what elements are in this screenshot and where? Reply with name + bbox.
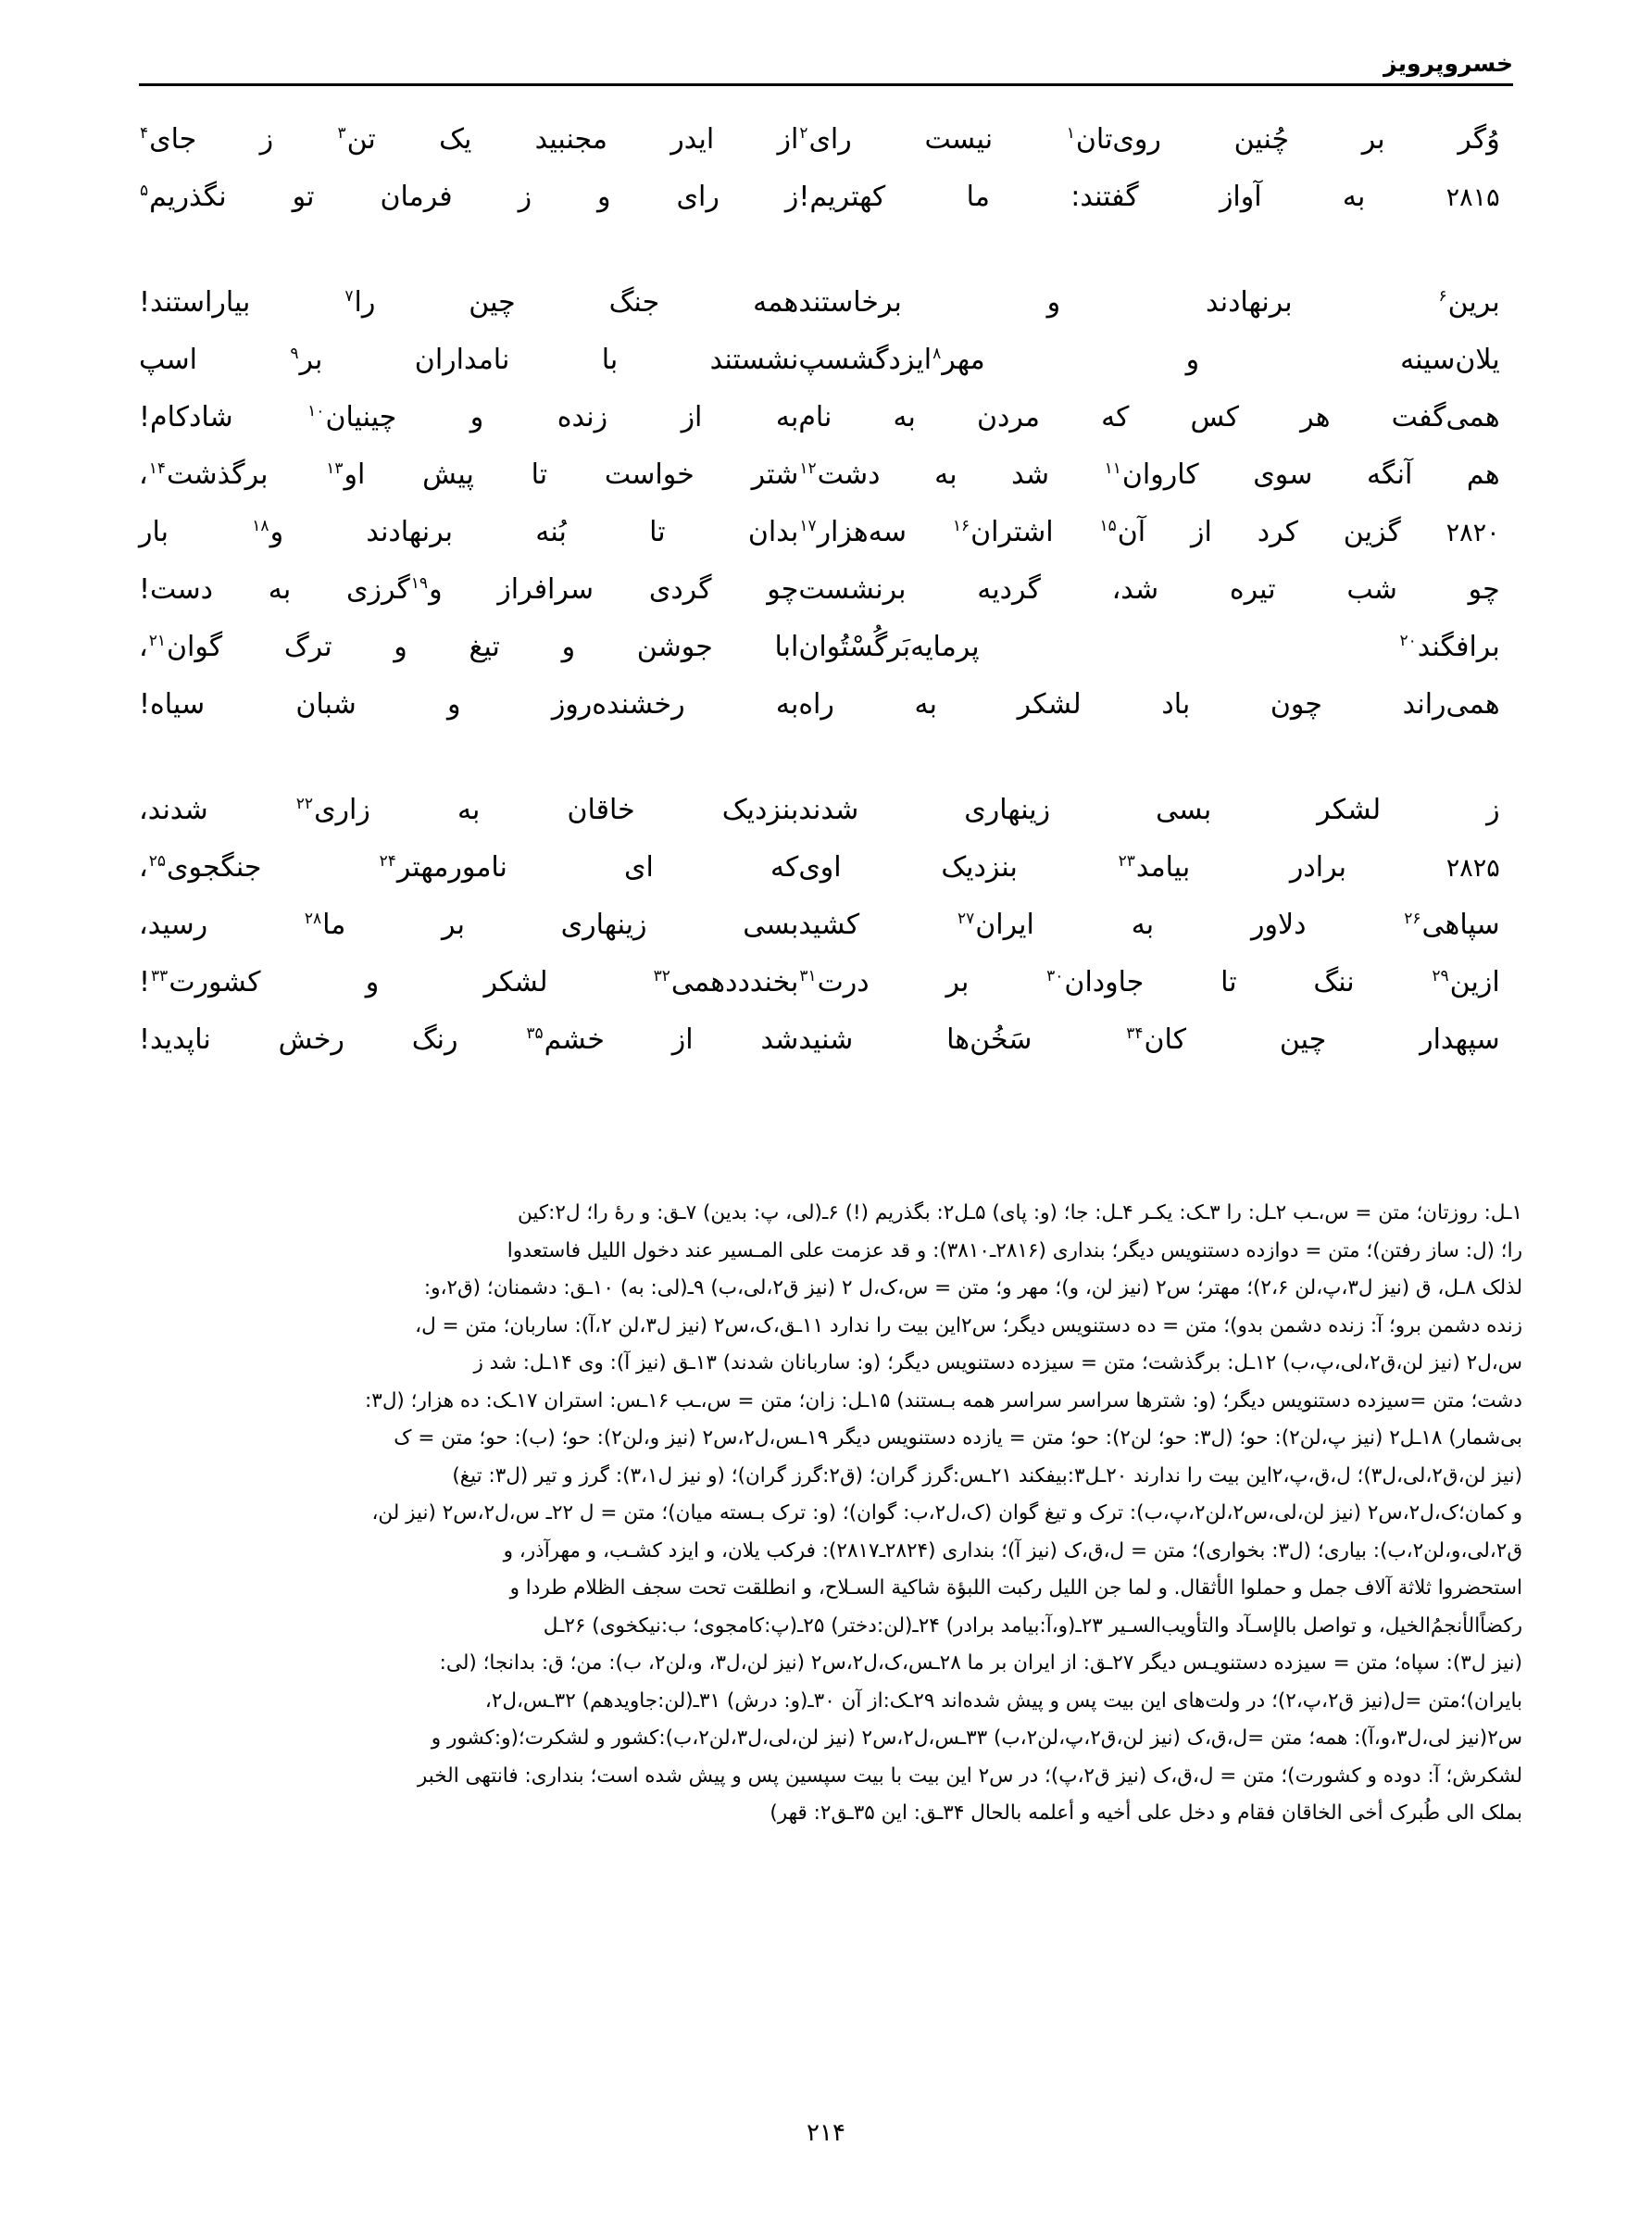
apparatus-line: لشکرش؛ آ: دوده و کشورت)؛ متن = ل،ق،ک (نیز ق۲،پ)؛ در س۲ این بیت با بیت سپسین پس و پیش شده است؛ بنداری: فانتهی الخبر [417,1763,1522,1788]
footnote-marker: ۲۶ [1404,910,1421,928]
hemistich-left: چو گردی سرافراز و$^{۱۹}$گرزی به دست! [139,573,799,606]
footnote-marker: ۱۹ [410,574,429,593]
verse-line [139,782,1513,839]
running-header [139,48,1513,89]
apparatus-line: س۲(نیز لی،ل۳،و،آ): همه؛ متن =ل،ق،ک (نیز لن،ق۲،پ،لن۲،ب) ۳۳ـس،ل۲،س۲ (نیز لن،لی،ل۳،لن۲،ب):کشور و لشکرت؛(و:کشور و [431,1726,1522,1750]
verse-line [139,839,1513,897]
hemistich-left: ز رای و ز فرمان تو نگذریم$^۵$ [140,181,799,213]
footnote-marker: ۸ [932,345,942,363]
footnote-marker: ۱۱ [1104,459,1122,478]
verse-line [139,504,1513,561]
footnote-marker: ۲۱ [148,632,166,650]
verse-body [139,111,1513,1069]
verse-stanza [139,274,1513,734]
footnote-marker: ۱۶ [953,517,970,535]
footnote-marker: ۳۱ [799,967,817,985]
verse-line [139,561,1513,619]
hemistich-right: یلان‌سینه و مهر$^۸$ایزدگشسپ [798,344,1501,376]
footnote-marker: ۲۲ [295,795,314,813]
footnote-marker: ۲۵ [148,852,166,871]
hemistich-left: همه جنگ چین را$^۷$ بیاراستند! [139,286,799,319]
header-divider-rule [139,83,1513,86]
hemistich-left: از ایدر مجنبید یک تن$^۳$ ز جای$^۴$ [140,123,799,156]
hemistich-right: سپاهی$^{۲۶}$ دلاور به ایران$^{۲۷}$ کشید [798,909,1501,941]
hemistich-right: ۲۸۲۵ برادر بیامد$^{۲۳}$ بنزدیک اوی [798,851,1501,884]
apparatus-line: لذلک ۸ـل، ق (نیز ل۳،پ،لن ۲،۶)؛ مهتر؛ س۲ (نیز لن، و)؛ مهر و؛ متن = س،ک،ل ۲ (نیز ق۲،لی،ب) ۹ـ(لی: به) ۱۰ـق: دشمنان؛ (ق۲،و: [423,1276,1522,1299]
apparatus-line: استحضروا ثلاثة آلاف جمل و حملوا الأثقال. و لما جن اللیل رکبت اللبؤة شاکیة السـلاح، و انطلقت تحت سجف الظلام طردا و [509,1576,1522,1600]
footnote-marker: ۱۲ [799,459,817,478]
apparatus-line: س،ل۲ (نیز لن،ق۲،لی،پ،ب) ۱۲ـل: برگذشت؛ متن = سیزده دستنویس دیگر؛ (و: ساربانان شدند) ۱۳ـق (نیز آ): وی ۱۴ـل: شد ز [473,1351,1522,1374]
hemistich-left: بنزدیک خاقان به زاری$^{۲۲}$ شدند، [139,794,799,826]
apparatus-line: ق۲،لی،و،لن۲،ب): بیاری؛ (ل۳: بخواری)؛ متن = ل،ق،ک (نیز آ)؛ بنداری (۲۸۲۴ـ۲۸۱۷): فرکب یلان، و ایزد کشـب، و مهرآذر، و [503,1538,1522,1563]
hemistich-left: بدان تا بُنه برنهادند و$^{۱۸}$ بار [139,516,799,548]
hemistich-left: شد از خشم$^{۳۵}$ رنگ رخش ناپدید! [139,1023,799,1056]
verse-line [139,1011,1513,1069]
footnote-marker: ۲۸ [304,910,322,928]
apparatus-line: زنده دشمن برو؛ آ: زنده دشمن بدو)؛ متن = ده دستنویس دیگر؛ س۲این بیت را ندارد ۱۱ـق،ک،س۲ (نیز ل۳،لن ۲،آ): ساربان؛ متن = ل، [415,1313,1522,1337]
footnote-marker: ۳ [337,124,346,143]
verse-line [139,619,1513,676]
hemistich-left: به از زنده و چینیان$^{۱۰}$ شادکام! [139,401,799,433]
footnote-marker: ۱۵ [1099,517,1118,535]
footnote-marker: ۱ [1067,124,1076,143]
running-header-title: خسروپرویز [1383,50,1513,77]
footnote-marker: ۱۸ [252,517,269,535]
footnote-marker: ۲۷ [957,910,975,928]
hemistich-left: بسی زینهاری بر ما$^{۲۸}$ رسید، [139,909,799,941]
hemistich-right: ز لشکر بسی زینهاری شدند [798,794,1501,826]
footnote-marker: ۴ [140,124,149,143]
footnote-marker: ۱۷ [799,517,817,535]
footnote-marker: ۳۳ [151,967,169,985]
verse-number: ۲۸۲۰ [1446,519,1501,547]
verse-line [139,169,1513,226]
footnote-marker: ۳۰ [1046,967,1064,985]
hemistich-left: به رخشنده‌روز و شبان سیاه! [139,688,799,721]
footnote-marker: ۲۹ [1432,967,1450,985]
verse-number: ۲۸۱۵ [1446,183,1501,212]
textual-apparatus [130,1195,1522,1833]
apparatus-line: (نیز لن،ق۲،لی،ل۳)؛ ل،ق،پ،۲این بیت را ندارند ۲۰ـل۳:بیفکند ۲۱ـس:گرز گران؛ (ق۲:گرز گران)؛ (و نیز ل۳،۱): گرز و تیر (ل۳: تیغ) [452,1463,1522,1487]
footnote-marker: ۱۴ [148,459,166,478]
hemistich-right: ازین$^{۲۹}$ ننگ تا جاودان$^{۳۰}$ بر درت$^{۳۱}$ [799,966,1501,998]
apparatus-line: بی‌شمار) ۱۸ـل۲ (نیز پ،لن۲): حو؛ (ل۳: حو؛ لن۲): حو؛ متن = یازده دستنویس دیگر ۱۹ـس،ل۲،س۲ (نیز و،لن۲): حو؛ (ب): حو؛ متن = ک [394,1426,1522,1450]
verse-line [139,332,1513,389]
apparatus-line: (نیز ل۳): سپاه؛ متن = سیزده دستنویـس دیگر ۲۷ـق: از ایران بر ما ۲۸ـس،ک،ل۲،س۲ (نیز لن،ل۳، و،لن۲، ب): من؛ ق: بدانجا؛ (لی: [439,1651,1522,1675]
footnote-marker: ۱۳ [326,459,344,478]
hemistich-right: همی‌راند چون باد لشکر به راه [798,688,1501,721]
hemistich-right: هم آنگه سوی کاروان$^{۱۱}$ شد به دشت$^{۱۲}$ [799,458,1501,491]
hemistich-right: وُگر بر چُنین روی‌تان$^۱$ نیست رای$^۲$ [799,123,1501,156]
apparatus-line: را؛ (ل: ساز رفتن)؛ متن = دوازده دستنویس دیگر؛ بنداری (۲۸۱۶ـ۳۸۱۰): و قد عزمت علی المـسیر عند دخول اللیل فاستعدوا [507,1238,1522,1262]
hemistich-right: سپهدار چین کان$^{۳۴}$ سَخُن‌ها شنید [798,1023,1501,1056]
verse-stanza [139,111,1513,226]
hemistich-left: ابا جوشن و تیغ و ترگ گوان$^{۲۱}$، [139,631,799,663]
apparatus-line: و کمان؛ک،ل۲،س۲ (نیز لن،لی،س۲،لن۲،پ،ب): ترک و تیغ گوان (ک،ل۲،ب: گوان)؛ (و: ترک بـسته میان)؛ متن = ل ۲۲ـ س،ل۲،س۲ (نیز لن، [371,1501,1522,1525]
apparatus-line: بایران)؛متن =ل(نیز ق۲،پ،۲)؛ در ولت‌های این بیت پس و پیش شده‌اند ۲۹ـک:از آن ۳۰ـ(و: درش) ۳۱ـ(لن:جاویدهم) ۳۲ـس،ل۲، [484,1688,1522,1713]
verse-line [139,389,1513,446]
verse-line [139,676,1513,734]
footnote-marker: ۲۰ [1399,632,1418,650]
footnote-marker: ۲۴ [379,852,396,871]
verse-number: ۲۸۲۵ [1446,854,1501,883]
footnote-marker: ۲۳ [1118,852,1136,871]
footnote-marker: ۹ [290,345,299,363]
hemistich-left: شتر خواست تا پیش او$^{۱۳}$ برگذشت$^{۱۴}$، [139,458,799,491]
verse-line [139,274,1513,332]
verse-line [139,897,1513,954]
verse-stanza [139,782,1513,1069]
footnote-marker: ۲ [799,124,808,143]
apparatus-line: ۱ـل: روزتان؛ متن = س،ـب ۲ـل: را ۳ـک: یکـر ۴ـل: جا؛ (و: پای) ۵ـل۲: بگذریم (!) ۶ـ(لی، پ: بدین) ۷ـق: و رهٔ را؛ ل۲:کین [518,1201,1522,1224]
footnote-marker: ۵ [140,182,149,200]
footnote-marker: ۱۰ [307,402,325,420]
verse-line [139,954,1513,1011]
apparatus-line: بملک الی طُبرک أخی الخاقان فقام و دخل علی أخیه و أعلمه بالحال ۳۴ـق: این ۳۵ـق۲: قهر) [770,1801,1522,1825]
footnote-marker: ۳۴ [1126,1024,1144,1043]
verse-line [139,446,1513,504]
hemistich-right: چو شب تیره شد، گردیه برنشست [798,573,1501,606]
folio-page-number: ۲۱۴ [807,2119,845,2147]
hemistich-right: ۲۸۱۵ به آواز گفتند: ما کهتریم! [798,181,1501,213]
verse-line [139,111,1513,169]
hemistich-right: برافگند$^{۲۰}$ پرمایه‌بَرگُسْتُوان [798,631,1501,663]
hemistich-right: همی‌گفت هر کس که مردن به نام [798,401,1501,433]
hemistich-left: بخندددهمی$^{۳۲}$ لشکر و کشورت$^{۳۳}$! [139,966,799,998]
hemistich-left: که ای نامورمهتر$^{۲۴}$ جنگجوی$^{۲۵}$، [139,851,799,884]
footnote-marker: ۳۵ [526,1024,544,1043]
hemistich-right: برین$^۶$ برنهادند و برخاستند [798,286,1501,319]
apparatus-line: دشت؛ متن =سیزده دستنویس دیگر؛ (و: شترها سراسر سراسر همه بـستند) ۱۵ـل: زان؛ متن = س،ـب ۱۶ـس: استران ۱۷ـک: ده هزار؛ (ل۳: [365,1388,1522,1412]
footnote-marker: ۶ [1438,287,1447,306]
apparatus-line: رکضاًالأنجمُ‌الخیل، و تواصل بالإسـآد والتأویب‌السـیر ۲۳ـ(و،آ:بیامد برادر) ۲۴ـ(لن:دختر) ۲۵ـ(پ:کامجوی؛ ب:نیکخوی) ۲۶ـل [543,1613,1522,1638]
footnote-marker: ۷ [344,287,354,306]
hemistich-left: نشستند با نامداران بر$^۹$ اسپ [139,344,799,376]
footnote-marker: ۳۲ [653,967,670,985]
hemistich-right: ۲۸۲۰ گزین کرد از آن$^{۱۵}$ اشتران$^{۱۶}$ سه‌هزار$^{۱۷}$ [799,516,1501,548]
